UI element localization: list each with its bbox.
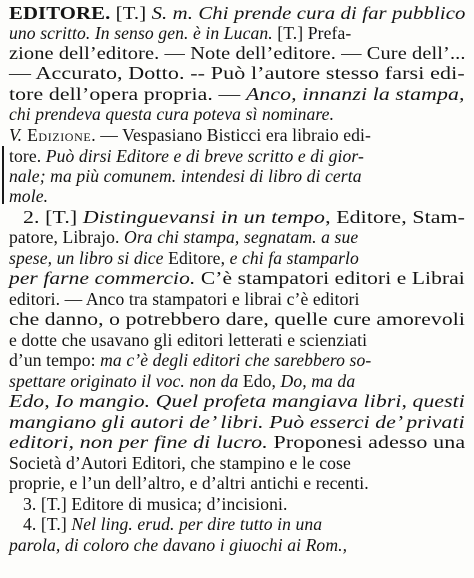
text-line bbox=[23, 514, 322, 534]
text-span: uno scritto. In senso gen. è in Lucan. bbox=[9, 23, 273, 43]
text-span: . — Vespasiano Bisticci era libraio edi- bbox=[91, 125, 372, 145]
text-span: editori. — Anco tra stampatori e librai c’è editori bbox=[9, 289, 360, 309]
text-line bbox=[9, 391, 465, 411]
text-span: S. m. Chi prende cura di far pubblico bbox=[151, 3, 466, 23]
text-line bbox=[9, 227, 358, 247]
text-span: , Editore, Stam- bbox=[325, 207, 466, 227]
text-span: Prefa- bbox=[307, 23, 352, 43]
text-span: Do, ma da bbox=[280, 371, 356, 391]
text-span: d’un tempo: bbox=[9, 350, 101, 370]
text-span: nale; ma più comunem. intendesi di libro di certa bbox=[9, 166, 362, 186]
text-span: proprie, e l’un dell’altro, e d’altri antichi e recenti. bbox=[9, 473, 369, 493]
text-line bbox=[9, 371, 355, 391]
text-span: spese, un libro si dice bbox=[9, 248, 164, 268]
text-line bbox=[9, 309, 465, 329]
text-span: — Accurato, Dotto. -- Può l’autore stesso farsi edi- bbox=[9, 63, 465, 83]
text-line bbox=[9, 535, 347, 555]
cross-reference: Edizione bbox=[22, 125, 92, 145]
text-line bbox=[9, 63, 465, 83]
text-span: mangiano gli autori de’ libri. Può esserci de’ privati bbox=[9, 412, 465, 432]
text-span: e dotte che usavano gli editori letterati e scienziati bbox=[9, 330, 368, 350]
text-span: zione dell’editore. — Note dell’editore. — Cure dell’... bbox=[9, 43, 466, 63]
text-line bbox=[9, 432, 465, 452]
text-line bbox=[9, 350, 371, 370]
sense-number: 3. [T.] Editore di musica; d’incisioni. bbox=[23, 494, 288, 514]
text-span: Edo, Io mangio. Quel profeta mangiava libri, questi bbox=[9, 391, 465, 411]
text-span: Anco, innanzi la stampa, bbox=[245, 84, 465, 104]
text-span: Nel ling. erud. per dire tutto in una bbox=[71, 514, 323, 534]
text-line bbox=[9, 125, 371, 145]
text-span: Società d’Autori Editori, che stampino e le cose bbox=[9, 453, 351, 473]
sense-number: 4. [T.] bbox=[23, 514, 72, 534]
text-line bbox=[9, 146, 364, 166]
text-line bbox=[9, 84, 465, 104]
text-span: Può dirsi Editore e di breve scritto e di gior- bbox=[45, 146, 364, 166]
text-line bbox=[9, 23, 351, 43]
mark: [T.] bbox=[272, 23, 308, 43]
text-line bbox=[9, 268, 465, 288]
text-span: parola, di coloro che davano i giuochi ai Rom., bbox=[9, 535, 348, 555]
sense-number: 2. [T.] bbox=[23, 207, 83, 227]
text-span: tore dell’opera propria. — bbox=[9, 84, 246, 104]
text-span: Distinguevansi in un tempo bbox=[82, 207, 326, 227]
text-span: tore. bbox=[9, 146, 46, 166]
text-line bbox=[9, 166, 362, 186]
text-span: patore, Librajo. bbox=[9, 227, 125, 247]
text-span: mole. bbox=[9, 186, 49, 206]
text-span: V. bbox=[9, 125, 23, 145]
text-line bbox=[9, 3, 466, 23]
text-span: Editore, bbox=[163, 248, 230, 268]
text-span: ma c’è degli editori che sarebbero so- bbox=[100, 350, 372, 370]
headword: EDITORE. bbox=[9, 3, 111, 23]
text-span: Edo, bbox=[238, 371, 281, 391]
text-span: Proponesi adesso una bbox=[267, 432, 466, 452]
text-line bbox=[9, 453, 351, 473]
text-line bbox=[9, 412, 465, 432]
text-line bbox=[9, 104, 334, 124]
text-line bbox=[9, 473, 369, 493]
text-line bbox=[23, 207, 465, 227]
text-line bbox=[9, 186, 48, 206]
text-line bbox=[9, 289, 360, 309]
text-span: chi prendeva questa cura poteva sì nominare. bbox=[9, 104, 335, 124]
margin-rule bbox=[2, 146, 4, 204]
text-span: Ora chi stampa, segnatam. a sue bbox=[124, 227, 359, 247]
text-span: spettare originato il voc. non da bbox=[9, 371, 239, 391]
text-line bbox=[9, 43, 466, 63]
text-span: per farne commercio. bbox=[9, 268, 196, 288]
mark: [T.] bbox=[110, 3, 152, 23]
text-span: che danno, o potrebbero dare, quelle cure amorevoli bbox=[9, 309, 465, 329]
text-line bbox=[23, 494, 288, 514]
text-span: C’è stampatori editori e Librai bbox=[195, 268, 465, 288]
text-span: editori, non per fine di lucro. bbox=[9, 432, 268, 452]
text-line bbox=[9, 248, 359, 268]
text-line bbox=[9, 330, 367, 350]
text-span: e chi fa stamparlo bbox=[229, 248, 359, 268]
